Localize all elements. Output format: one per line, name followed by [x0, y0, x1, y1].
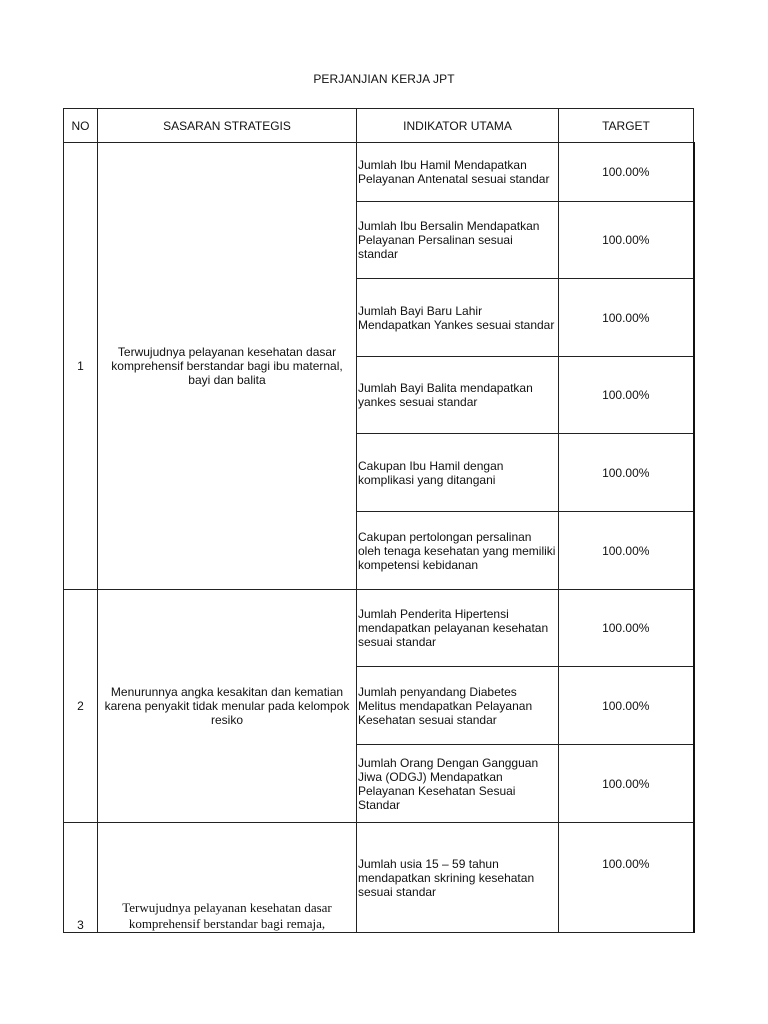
indikator-utama: Jumlah Penderita Hipertensi mendapatkan pelayanan kesehatan sesuai standar [357, 590, 559, 667]
sasaran-strategis: Terwujudnya pelayanan kesehatan dasar komprehensif berstandar bagi ibu maternal, bayi dan balita [98, 143, 357, 590]
table-row [64, 143, 694, 202]
table-row [64, 823, 694, 933]
indikator-utama: Jumlah Ibu Hamil Mendapatkan Pelayanan Antenatal sesuai standar [357, 143, 559, 202]
target-value: 100.00% [559, 279, 694, 357]
document-table [63, 108, 694, 932]
target-value: 100.00% [559, 667, 694, 745]
indikator-utama: Jumlah Bayi Balita mendapatkan yankes sesuai standar [357, 357, 559, 434]
target-value: 100.00% [559, 590, 694, 667]
target-value: 100.00% [559, 745, 694, 823]
header-indikator-utama: INDIKATOR UTAMA [357, 109, 559, 143]
header-sasaran-strategis: SASARAN STRATEGIS [98, 109, 357, 143]
target-value: 100.00% [559, 512, 694, 590]
sasaran-strategis: Menurunnya angka kesakitan dan kematian karena penyakit tidak menular pada kelompok resiko [98, 590, 357, 823]
header-target: TARGET [559, 109, 694, 143]
sasaran-strategis: Terwujudnya pelayanan kesehatan dasar komprehensif berstandar bagi remaja, [98, 823, 357, 933]
row-number: 3 [64, 823, 98, 933]
table-row [64, 590, 694, 667]
indikator-utama: Jumlah Orang Dengan Gangguan Jiwa (ODGJ) Mendapatkan Pelayanan Kesehatan Sesuai Standar [357, 745, 559, 823]
page-title: PERJANJIAN KERJA JPT [313, 72, 455, 86]
indikator-utama: Jumlah Ibu Bersalin Mendapatkan Pelayanan Persalinan sesuai standar [357, 202, 559, 279]
indikator-utama: Jumlah Bayi Baru Lahir Mendapatkan Yankes sesuai standar [357, 279, 559, 357]
indikator-utama: Cakupan Ibu Hamil dengan komplikasi yang ditangani [357, 434, 559, 512]
row-number: 2 [64, 590, 98, 823]
indikator-utama: Cakupan pertolongan persalinan oleh tenaga kesehatan yang memiliki kompetensi kebidanan [357, 512, 559, 590]
header-no: NO [64, 109, 98, 143]
row-number: 1 [64, 143, 98, 590]
target-value: 100.00% [559, 823, 694, 933]
target-value: 100.00% [559, 434, 694, 512]
target-value: 100.00% [559, 202, 694, 279]
table-header-row [64, 109, 694, 143]
target-value: 100.00% [559, 357, 694, 434]
indikator-utama: Jumlah penyandang Diabetes Melitus mendapatkan Pelayanan Kesehatan sesuai standar [357, 667, 559, 745]
indikator-utama: Jumlah usia 15 – 59 tahun mendapatkan skrining kesehatan sesuai standar [357, 823, 559, 933]
target-value: 100.00% [559, 143, 694, 202]
